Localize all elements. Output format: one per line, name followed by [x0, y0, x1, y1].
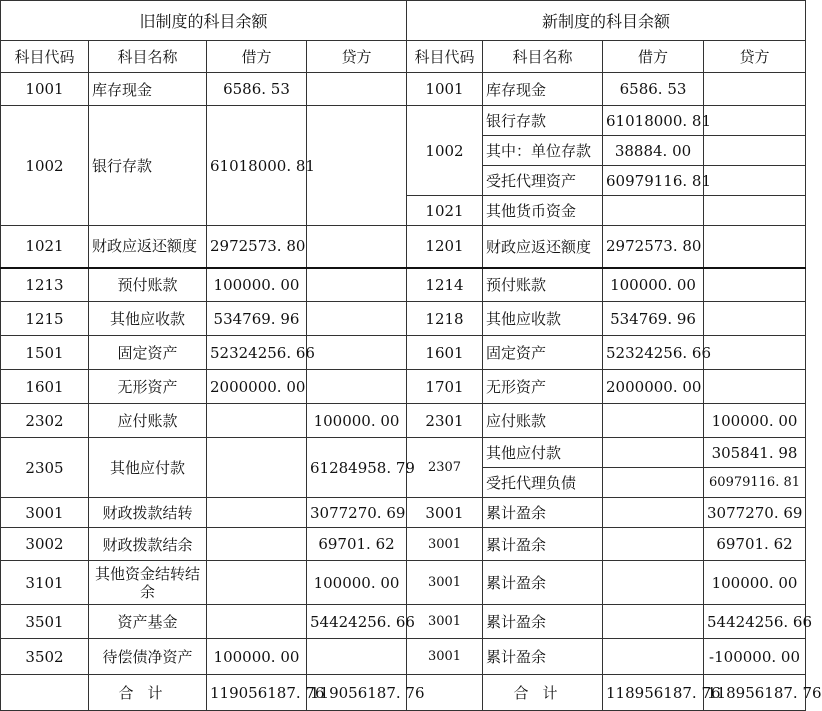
table-row — [1, 370, 806, 404]
table-row — [1, 404, 806, 438]
old-code: 1021 — [1, 226, 89, 268]
header-old-name: 科目名称 — [89, 41, 207, 73]
title-row — [1, 1, 806, 41]
old-name: 应付账款 — [89, 404, 207, 438]
table-row — [1, 639, 806, 675]
old-code: 3101 — [1, 561, 89, 605]
new-code: 1214 — [407, 268, 483, 302]
new-name: 其中：单位存款 — [483, 136, 603, 166]
old-total-label: 合计 — [89, 675, 207, 711]
old-credit: 100000. 00 — [307, 561, 407, 605]
table-row — [1, 438, 806, 468]
new-credit — [704, 106, 806, 136]
new-debit: 6586. 53 — [603, 73, 704, 106]
new-code: 3001 — [407, 561, 483, 605]
old-name: 库存现金 — [89, 73, 207, 106]
old-code: 3502 — [1, 639, 89, 675]
new-name: 受托代理负债 — [483, 468, 603, 498]
old-code: 1601 — [1, 370, 89, 404]
old-total-code-empty — [1, 675, 89, 711]
old-code: 1213 — [1, 268, 89, 302]
new-code: 3001 — [407, 528, 483, 561]
new-name: 累计盈余 — [483, 639, 603, 675]
new-name: 其他应收款 — [483, 302, 603, 336]
new-debit — [603, 605, 704, 639]
table-row — [1, 226, 806, 268]
new-name: 固定资产 — [483, 336, 603, 370]
old-debit — [207, 528, 307, 561]
header-old-credit: 贷方 — [307, 41, 407, 73]
old-debit: 2972573. 80 — [207, 226, 307, 268]
new-credit: 69701. 62 — [704, 528, 806, 561]
new-name: 累计盈余 — [483, 561, 603, 605]
old-credit: 54424256. 66 — [307, 605, 407, 639]
header-row — [1, 41, 806, 73]
header-new-code: 科目代码 — [407, 41, 483, 73]
old-code: 1501 — [1, 336, 89, 370]
old-total-debit: 119056187. 76 — [207, 675, 307, 711]
old-code: 1002 — [1, 106, 89, 226]
new-credit: 54424256. 66 — [704, 605, 806, 639]
new-credit: -100000. 00 — [704, 639, 806, 675]
old-credit — [307, 106, 407, 226]
new-code: 1002 — [407, 106, 483, 196]
old-debit: 2000000. 00 — [207, 370, 307, 404]
new-name: 无形资产 — [483, 370, 603, 404]
old-total-credit: 119056187. 76 — [307, 675, 407, 711]
new-code: 1201 — [407, 226, 483, 268]
new-debit — [603, 561, 704, 605]
new-credit: 305841. 98 — [704, 438, 806, 468]
new-code: 3001 — [407, 498, 483, 528]
old-code: 2305 — [1, 438, 89, 498]
new-credit — [704, 136, 806, 166]
old-debit: 100000. 00 — [207, 639, 307, 675]
old-debit: 61018000. 81 — [207, 106, 307, 226]
old-debit: 6586. 53 — [207, 73, 307, 106]
new-total-label: 合计 — [483, 675, 603, 711]
table-row — [1, 302, 806, 336]
new-name: 受托代理资产 — [483, 166, 603, 196]
old-debit — [207, 561, 307, 605]
new-credit — [704, 196, 806, 226]
old-name: 其他应收款 — [89, 302, 207, 336]
new-total-credit: 118956187. 76 — [704, 675, 806, 711]
new-credit — [704, 302, 806, 336]
new-debit — [603, 498, 704, 528]
new-code: 1701 — [407, 370, 483, 404]
new-code: 3001 — [407, 639, 483, 675]
new-code: 1021 — [407, 196, 483, 226]
old-credit — [307, 73, 407, 106]
table-row — [1, 528, 806, 561]
old-credit — [307, 226, 407, 268]
old-name: 其他应付款 — [89, 438, 207, 498]
new-debit: 52324256. 66 — [603, 336, 704, 370]
old-debit — [207, 498, 307, 528]
new-name: 应付账款 — [483, 404, 603, 438]
new-name: 库存现金 — [483, 73, 603, 106]
new-credit — [704, 336, 806, 370]
new-debit — [603, 196, 704, 226]
old-debit: 100000. 00 — [207, 268, 307, 302]
new-debit — [603, 528, 704, 561]
new-name: 财政应返还额度 — [483, 226, 603, 268]
new-debit: 60979116. 81 — [603, 166, 704, 196]
new-code: 3001 — [407, 605, 483, 639]
new-credit: 3077270. 69 — [704, 498, 806, 528]
old-name: 预付账款 — [89, 268, 207, 302]
old-name: 财政应返还额度 — [89, 226, 207, 268]
new-credit — [704, 166, 806, 196]
new-credit: 100000. 00 — [704, 404, 806, 438]
old-code: 3501 — [1, 605, 89, 639]
old-name: 资产基金 — [89, 605, 207, 639]
old-credit: 61284958. 79 — [307, 438, 407, 498]
old-system-title: 旧制度的科目余额 — [1, 1, 407, 41]
new-code: 1218 — [407, 302, 483, 336]
new-debit: 2000000. 00 — [603, 370, 704, 404]
old-name: 财政拨款结转 — [89, 498, 207, 528]
total-row — [1, 675, 806, 711]
old-code: 1215 — [1, 302, 89, 336]
new-system-title: 新制度的科目余额 — [407, 1, 806, 41]
new-debit: 100000. 00 — [603, 268, 704, 302]
old-name: 银行存款 — [89, 106, 207, 226]
new-credit: 100000. 00 — [704, 561, 806, 605]
old-credit: 69701. 62 — [307, 528, 407, 561]
new-debit: 534769. 96 — [603, 302, 704, 336]
header-new-credit: 贷方 — [704, 41, 806, 73]
table-row — [1, 106, 806, 136]
old-credit: 3077270. 69 — [307, 498, 407, 528]
new-debit — [603, 639, 704, 675]
old-credit — [307, 268, 407, 302]
old-name: 财政拨款结余 — [89, 528, 207, 561]
old-credit — [307, 302, 407, 336]
new-credit — [704, 268, 806, 302]
header-old-code: 科目代码 — [1, 41, 89, 73]
old-name: 无形资产 — [89, 370, 207, 404]
new-name: 预付账款 — [483, 268, 603, 302]
new-debit — [603, 438, 704, 468]
new-code: 1601 — [407, 336, 483, 370]
old-debit: 52324256. 66 — [207, 336, 307, 370]
new-code: 2307 — [407, 438, 483, 498]
old-name: 固定资产 — [89, 336, 207, 370]
new-debit — [603, 468, 704, 498]
old-credit — [307, 370, 407, 404]
old-credit — [307, 336, 407, 370]
old-debit — [207, 438, 307, 498]
table-row — [1, 498, 806, 528]
new-credit — [704, 226, 806, 268]
old-code: 1001 — [1, 73, 89, 106]
old-name: 待偿债净资产 — [89, 639, 207, 675]
new-name: 累计盈余 — [483, 528, 603, 561]
header-new-debit: 借方 — [603, 41, 704, 73]
new-credit — [704, 370, 806, 404]
old-code: 3001 — [1, 498, 89, 528]
table-row — [1, 605, 806, 639]
new-credit: 60979116. 81 — [704, 468, 806, 498]
old-debit — [207, 605, 307, 639]
old-credit: 100000. 00 — [307, 404, 407, 438]
old-debit — [207, 404, 307, 438]
new-name: 其他应付款 — [483, 438, 603, 468]
table-row — [1, 73, 806, 106]
new-name: 其他货币资金 — [483, 196, 603, 226]
old-code: 3002 — [1, 528, 89, 561]
old-credit — [307, 639, 407, 675]
header-old-debit: 借方 — [207, 41, 307, 73]
header-new-name: 科目名称 — [483, 41, 603, 73]
new-credit — [704, 73, 806, 106]
new-debit: 38884. 00 — [603, 136, 704, 166]
new-debit: 2972573. 80 — [603, 226, 704, 268]
new-code: 1001 — [407, 73, 483, 106]
table-row — [1, 561, 806, 605]
old-code: 2302 — [1, 404, 89, 438]
new-code: 2301 — [407, 404, 483, 438]
new-name: 银行存款 — [483, 106, 603, 136]
old-debit: 534769. 96 — [207, 302, 307, 336]
new-debit: 61018000. 81 — [603, 106, 704, 136]
old-name: 其他资金结转结余 — [89, 561, 207, 605]
table-row — [1, 336, 806, 370]
table-row — [1, 268, 806, 302]
new-name: 累计盈余 — [483, 498, 603, 528]
new-total-debit: 118956187. 76 — [603, 675, 704, 711]
new-name: 累计盈余 — [483, 605, 603, 639]
new-debit — [603, 404, 704, 438]
